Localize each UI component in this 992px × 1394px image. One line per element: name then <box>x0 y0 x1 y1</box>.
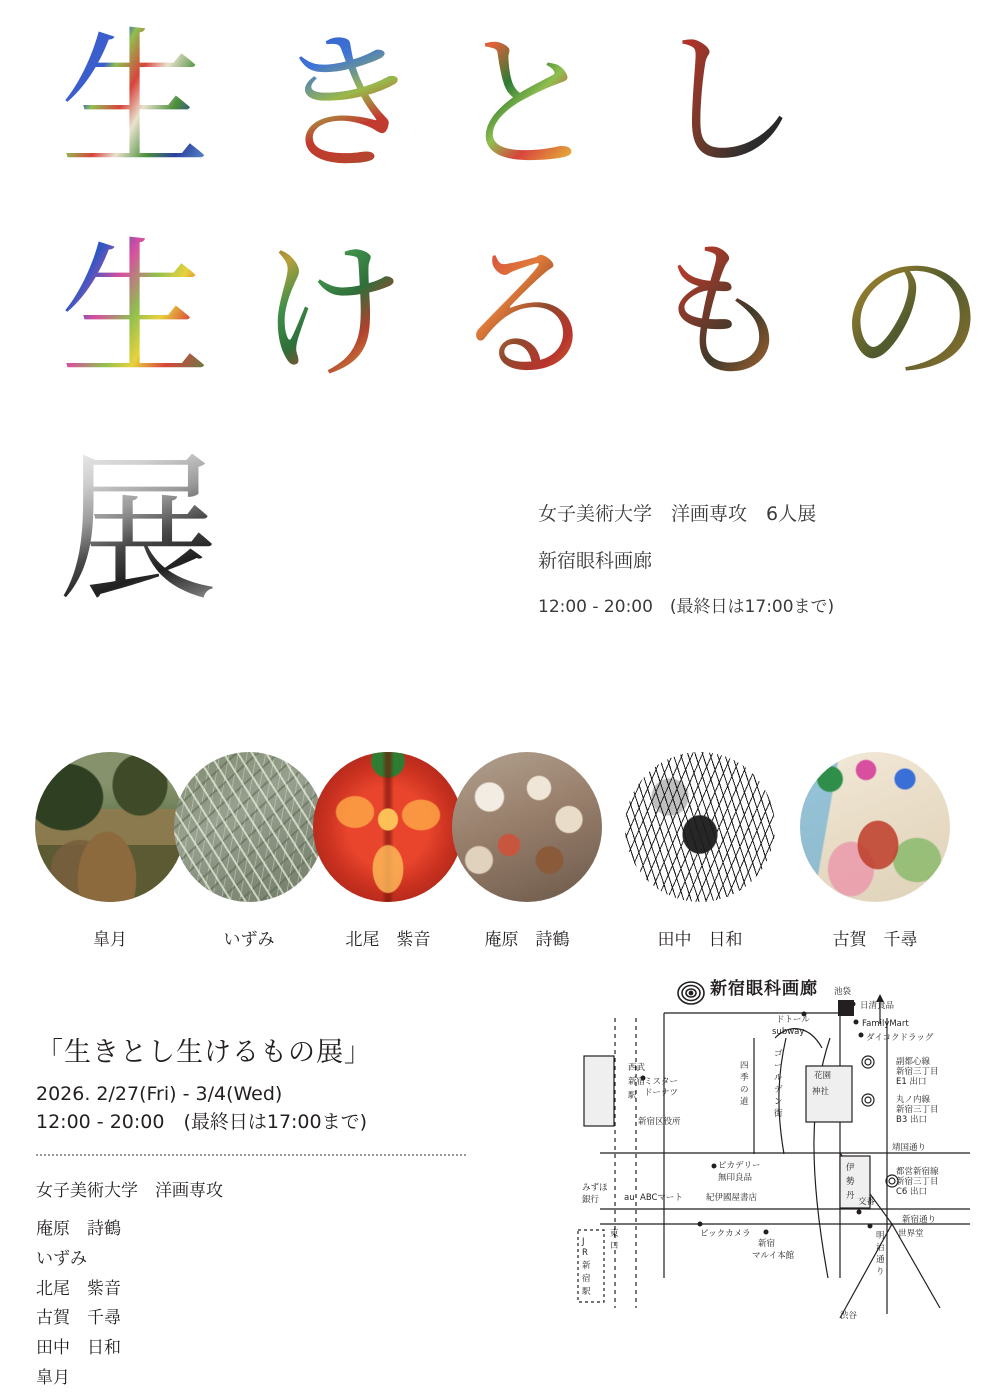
map-label-toshin-2: 新宿三丁目 <box>896 1177 939 1187</box>
map-label-doutor: ドトール <box>776 1015 810 1025</box>
map-label-subway: subway <box>772 1027 805 1037</box>
map-label-higashi-2: 口 <box>610 1241 619 1251</box>
artist-portrait-1 <box>35 752 185 902</box>
title-glyph-4: し <box>650 14 801 188</box>
map-label-daikoku: ダイコクドラッグ <box>866 1033 934 1043</box>
map-label-isetan-1: 伊 <box>846 1163 855 1173</box>
map-label-mizuho-2: 銀行 <box>582 1195 600 1205</box>
map-label-isetan-3: 丹 <box>846 1191 855 1201</box>
map-label-fukutoshin-1: 副都心線 <box>896 1057 931 1067</box>
artist-portrait-5 <box>625 752 775 902</box>
map-label-piccadilly: ピカデリー <box>718 1161 761 1171</box>
artist-item <box>313 752 463 902</box>
list-item: 田中 日和 <box>36 1338 121 1359</box>
map-label-golden-2: ー <box>774 1061 783 1071</box>
title-glyph-1: 生 <box>60 14 211 188</box>
map-label-hanazono-1: 花園 <box>814 1071 832 1081</box>
gallery-logo-text: 新宿眼科画廊 <box>710 979 818 999</box>
map-label-meiji-2: 治 <box>876 1243 885 1253</box>
list-item: 皐月 <box>36 1367 70 1388</box>
artist-name-4: 庵原 詩鶴 <box>484 930 570 950</box>
map-label-sekaido: 世界堂 <box>898 1229 924 1239</box>
map-label-jr-2: R <box>582 1248 588 1258</box>
map-label-ikebukuro: 池袋 <box>834 987 852 997</box>
title-glyph-7: る <box>450 228 601 402</box>
artist-name-2: いずみ <box>223 930 275 950</box>
map-label-higashi-1: 東 <box>610 1229 619 1239</box>
artist-item <box>35 752 185 902</box>
map-label-marui-2: マルイ本館 <box>752 1251 795 1261</box>
map-label-marui-1: 新宿 <box>758 1239 776 1249</box>
map-label-golden-1: ゴ <box>774 1049 783 1059</box>
map-label-shiki-4: 道 <box>740 1097 749 1107</box>
map-label-meiji-3: 通 <box>876 1255 885 1265</box>
title-glyph-6: け <box>256 226 407 400</box>
map-label-seibu-3: 駅 <box>628 1091 637 1101</box>
list-item: 北尾 紫音 <box>36 1278 121 1299</box>
list-item: いずみ <box>36 1248 87 1269</box>
divider <box>36 1154 466 1156</box>
map-label-jr-1: J <box>582 1237 585 1247</box>
map-label-yasukuni: 靖国通り <box>892 1143 927 1153</box>
details-artist-list <box>36 1215 496 1394</box>
map-label-au: au <box>624 1193 635 1203</box>
map-label-toshin-3: C6 出口 <box>896 1187 928 1197</box>
artist-thumbnail-row <box>0 752 992 952</box>
summary-venue: 新宿眼科画廊 <box>538 550 653 572</box>
map-label-seibu-2: 新宿 <box>628 1077 646 1087</box>
map-label-seibu-1: 西武 <box>628 1063 646 1073</box>
map-label-marunouchi-1: 丸ノ内線 <box>896 1095 931 1105</box>
map-label-shinjuku-dori: 新宿通り <box>902 1215 937 1225</box>
map-label-shiki-2: 季 <box>740 1073 749 1083</box>
artist-name-6: 古賀 千尋 <box>832 930 918 950</box>
list-item: 庵原 詩鶴 <box>36 1219 121 1240</box>
map-label-fukutoshin-2: 新宿三丁目 <box>896 1067 939 1077</box>
title-glyph-10: 展 <box>58 436 219 623</box>
map-label-shiki-3: の <box>740 1085 749 1095</box>
map-label-golden-6: 街 <box>774 1109 783 1119</box>
map-label-meiji-4: り <box>876 1267 885 1277</box>
map-label-hanazono-2: 神社 <box>812 1087 830 1097</box>
map-label-mister-donut-2: ドーナツ <box>644 1088 678 1098</box>
map-label-fukutoshin-3: E1 出口 <box>896 1077 927 1087</box>
map-label-kuyakusho: 新宿区役所 <box>638 1117 681 1127</box>
map-label-toshin-1: 都営新宿線 <box>896 1167 939 1177</box>
artist-name-5: 田中 日和 <box>657 930 743 950</box>
map-label-kinokuniya: 紀伊國屋書店 <box>706 1193 758 1203</box>
map-label-abcmart: ABCマート <box>640 1193 683 1203</box>
title-glyph-5: 生 <box>60 224 211 398</box>
map-label-muji: 無印良品 <box>718 1173 753 1183</box>
artist-portrait-3 <box>313 752 463 902</box>
map-label-marunouchi-2: 新宿三丁目 <box>896 1105 939 1115</box>
map-label-nisshin: 日清食品 <box>860 1001 895 1011</box>
artist-item <box>452 752 602 902</box>
title-glyph-3: と <box>452 18 603 192</box>
title-glyph-8: も <box>648 226 799 400</box>
map-label-familymart: FamilyMart <box>862 1019 909 1029</box>
map-drawing <box>540 978 980 1328</box>
exhibition-details <box>36 1030 496 1394</box>
artist-name-1: 皐月 <box>93 930 127 950</box>
map-label-shiki-1: 四 <box>740 1061 749 1071</box>
artist-portrait-2 <box>174 752 324 902</box>
artist-item <box>800 752 950 902</box>
map-label-shibuya: 渋谷 <box>840 1311 858 1321</box>
map-label-koban: 交番 <box>858 1197 876 1207</box>
map-label-golden-4: デ <box>774 1085 783 1095</box>
gallery-swirl-icon <box>676 980 706 1006</box>
map-label-isetan-2: 勢 <box>846 1177 855 1187</box>
list-item: 古賀 千尋 <box>36 1308 121 1329</box>
artist-name-3: 北尾 紫音 <box>345 930 431 950</box>
map-label-jr-5: 駅 <box>582 1287 591 1297</box>
title-glyph-2: き <box>272 18 423 192</box>
map-label-jr-3: 新 <box>582 1261 591 1271</box>
artist-portrait-6 <box>800 752 950 902</box>
map-label-bic-camera: ビックカメラ <box>700 1229 751 1239</box>
details-school: 女子美術大学 洋画専攻 <box>36 1181 223 1202</box>
map-label-jr-4: 宿 <box>582 1274 591 1284</box>
artist-item <box>625 752 775 902</box>
map-label-marunouchi-3: B3 出口 <box>896 1115 927 1125</box>
details-dates: 2026. 2/27(Fri) - 3/4(Wed) <box>36 1083 283 1105</box>
artist-item <box>174 752 324 902</box>
details-hours: 12:00 - 20:00 (最終日は17:00まで) <box>36 1110 368 1133</box>
summary-organizer: 女子美術大学 洋画専攻 6人展 <box>538 503 817 525</box>
details-title: 「生きとし生けるもの展」 <box>36 1037 372 1068</box>
map-label-meiji-1: 明 <box>876 1231 885 1241</box>
map-label-mister-donut-1: ミスター <box>644 1077 679 1087</box>
map-label-mizuho-1: みずほ <box>582 1183 608 1193</box>
summary-hours: 12:00 - 20:00 (最終日は17:00まで) <box>538 597 835 617</box>
exhibition-summary <box>538 505 958 616</box>
map-label-golden-3: ル <box>774 1073 783 1083</box>
artist-portrait-4 <box>452 752 602 902</box>
map-label-golden-5: ン <box>774 1097 783 1107</box>
access-map <box>540 978 980 1328</box>
title-glyph-9: の <box>836 232 987 406</box>
